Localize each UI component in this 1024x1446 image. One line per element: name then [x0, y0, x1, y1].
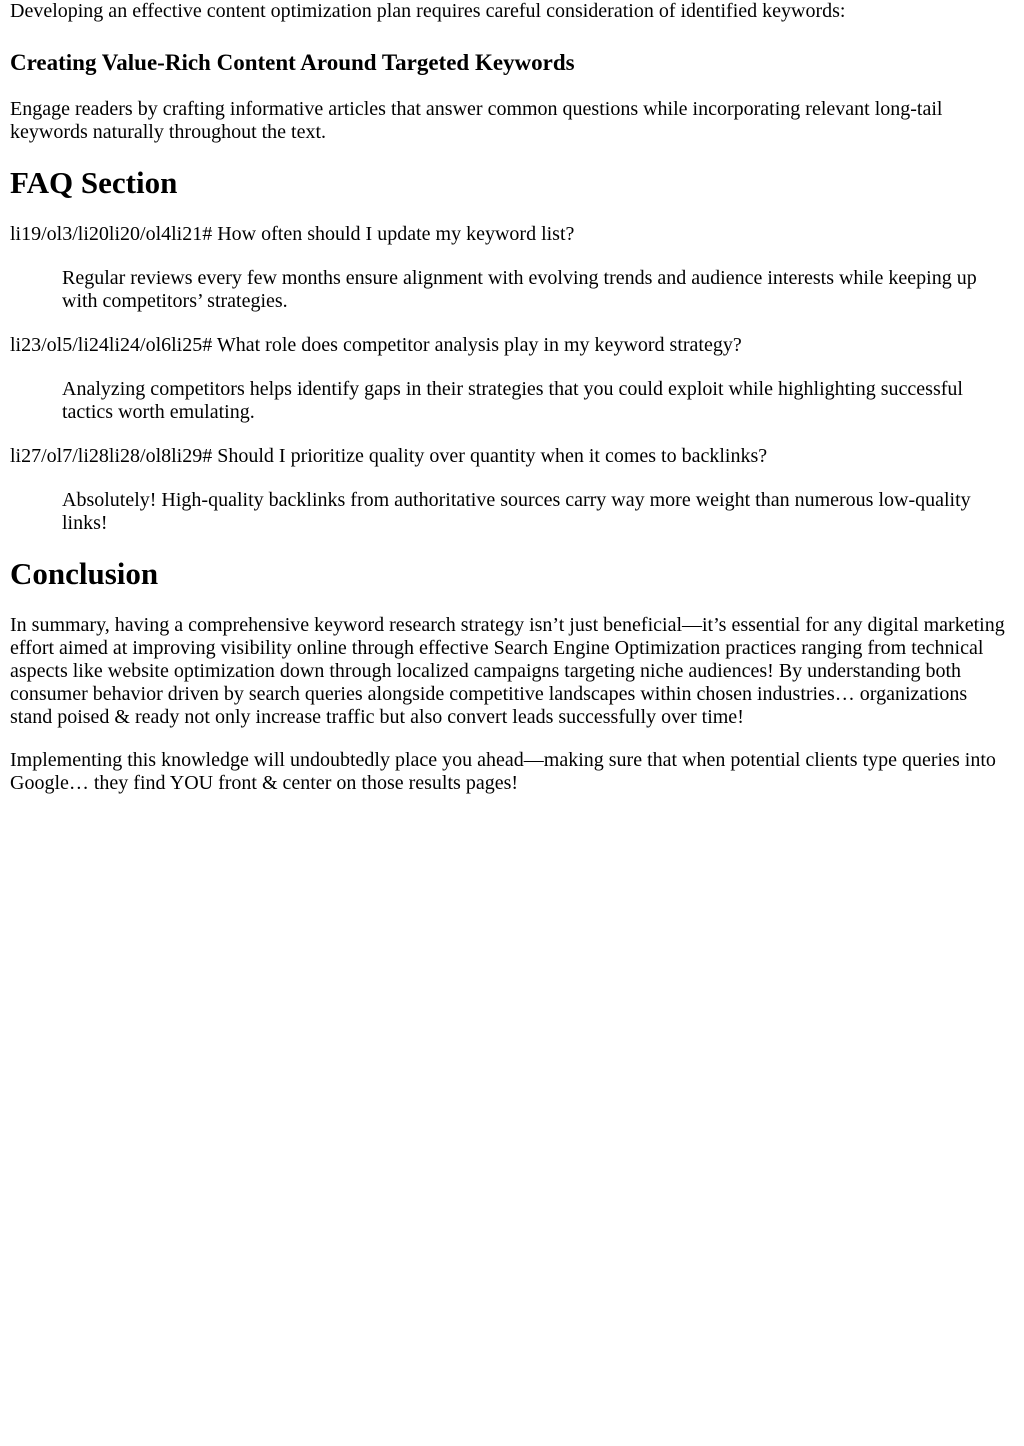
faq-question: li27/ol7/li28li28/ol8li29# Should I prioritize quality over quantity when it comes to backlinks? — [10, 445, 768, 467]
faq-answer: Analyzing competitors helps identify gaps in their strategies that you could exploit while highlighting successful tactics worth emulating. — [62, 378, 963, 423]
faq-answer: Absolutely! High-quality backlinks from authoritative sources carry way more weight than numerous low-quality links! — [62, 489, 971, 534]
conclusion-paragraph: Implementing this knowledge will undoubtedly place you ahead—making sure that when potential clients type queries into Google… they find YOU front & center on those results pages! — [10, 749, 996, 794]
faq-question: li19/ol3/li20li20/ol4li21# How often should I update my keyword list? — [10, 223, 575, 245]
section-heading-value-rich-content: Creating Value-Rich Content Around Targeted Keywords — [10, 50, 575, 75]
faq-heading: FAQ Section — [10, 165, 178, 200]
faq-answer: Regular reviews every few months ensure alignment with evolving trends and audience interests while keeping up with competitors’ strategies. — [62, 267, 977, 312]
conclusion-heading: Conclusion — [10, 556, 159, 591]
faq-question: li23/ol5/li24li24/ol6li25# What role does competitor analysis play in my keyword strategy? — [10, 334, 742, 356]
faq-list — [10, 223, 1014, 535]
section-body-value-rich-content: Engage readers by crafting informative articles that answer common questions while incorporating relevant long-tail keywords naturally throughout the text. — [10, 98, 943, 143]
intro-paragraph: Developing an effective content optimization plan requires careful consideration of identified keywords: — [10, 0, 846, 22]
conclusion-paragraph: In summary, having a comprehensive keyword research strategy isn’t just beneficial—it’s essential for any digital marketing effort aimed at improving visibility online through effective Search Engine Optimization practices ranging from technical aspects like website optimization down through localized campaigns targeting niche audiences! By understanding both consumer behavior driven by search queries alongside competitive landscapes within chosen industries… organizations stand poised & ready not only increase traffic but also convert leads successfully over time! — [10, 614, 1005, 728]
